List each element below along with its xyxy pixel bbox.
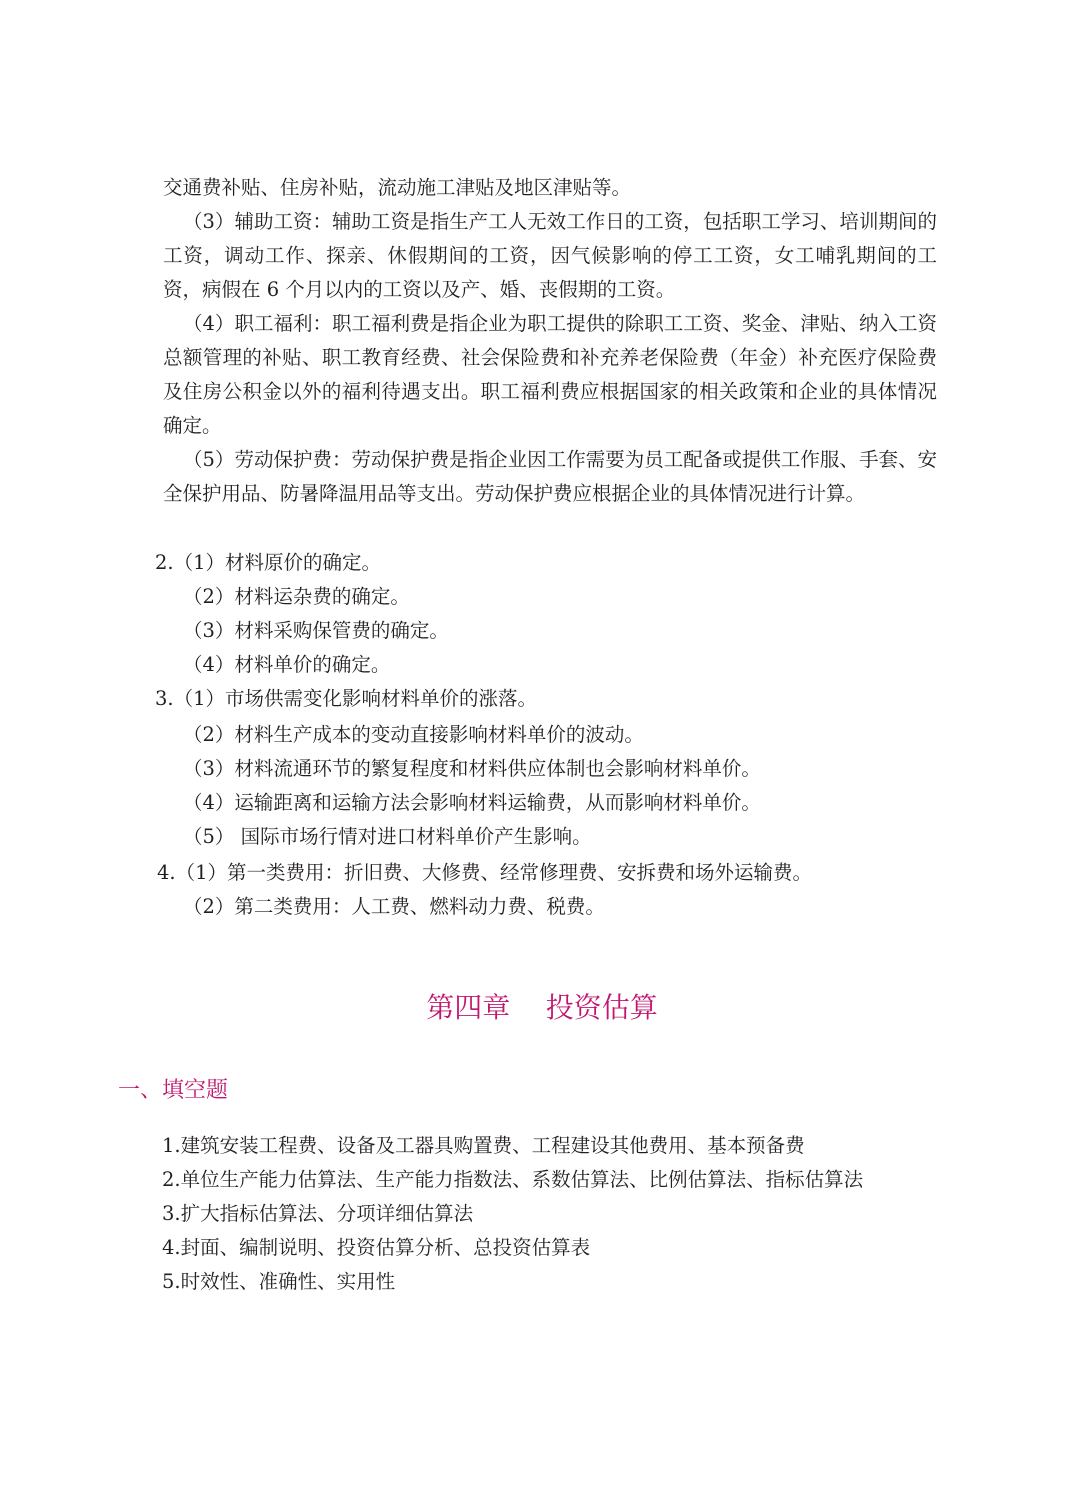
answer-line: 4.（1）第一类费用：折旧费、大修费、经常修理费、安拆费和场外运输费。	[157, 861, 813, 884]
fill-blank-answer: 5.时效性、准确性、实用性	[162, 1270, 396, 1293]
fill-blank-answer: 1.建筑安装工程费、设备及工器具购置费、工程建设其他费用、基本预备费	[162, 1134, 805, 1157]
paragraph-employee-welfare: （4）职工福利：职工福利费是指企业为职工提供的除职工工资、奖金、津贴、纳入工资总额管理的补贴、职工教育经费、社会保险费和补充养老保险费（年金）补充医疗保险费及住房公积金以外的福利待遇支出。职工福利费应根据国家的相关政策和企业的具体情况确定。	[163, 312, 937, 437]
answer-line: （3）材料采购保管费的确定。	[183, 619, 449, 642]
answer-line: （5） 国际市场行情对进口材料单价产生影响。	[183, 825, 592, 848]
fill-blank-answer: 2.单位生产能力估算法、生产能力指数法、系数估算法、比例估算法、指标估算法	[162, 1168, 864, 1191]
paragraph-auxiliary-wages: （3）辅助工资：辅助工资是指生产工人无效工作日的工资，包括职工学习、培训期间的工资，调动工作、探亲、休假期间的工资，因气候影响的停工工资，女工哺乳期间的工资，病假在 6 个月以内的工资以及产、婚、丧假期的工资。	[163, 210, 937, 301]
chapter-title: 第四章 投资估算	[426, 991, 658, 1024]
answer-line: 3.（1）市场供需变化影响材料单价的涨落。	[155, 687, 538, 710]
paragraph-labor-protection: （5）劳动保护费：劳动保护费是指企业因工作需要为员工配备或提供工作服、手套、安全保护用品、防暑降温用品等支出。劳动保护费应根据企业的具体情况进行计算。	[163, 448, 937, 505]
fill-blank-answer: 3.扩大指标估算法、分项详细估算法	[162, 1202, 474, 1225]
answer-line: （2）材料运杂费的确定。	[183, 585, 410, 608]
paragraph-allowances: 交通费补贴、住房补贴，流动施工津贴及地区津贴等。	[163, 176, 632, 199]
answer-line: （4）运输距离和运输方法会影响材料运输费，从而影响材料单价。	[183, 791, 761, 814]
answer-line: （4）材料单价的确定。	[183, 653, 391, 676]
section-title: 一、填空题	[118, 1078, 229, 1103]
answer-line: （2）第二类费用：人工费、燃料动力费、税费。	[183, 895, 605, 918]
answer-line: （2）材料生产成本的变动直接影响材料单价的波动。	[183, 723, 644, 746]
fill-blank-answer: 4.封面、编制说明、投资估算分析、总投资估算表	[162, 1236, 591, 1259]
answer-line: 2.（1）材料原价的确定。	[155, 551, 382, 574]
answer-line: （3）材料流通环节的繁复程度和材料供应体制也会影响材料单价。	[183, 757, 761, 780]
